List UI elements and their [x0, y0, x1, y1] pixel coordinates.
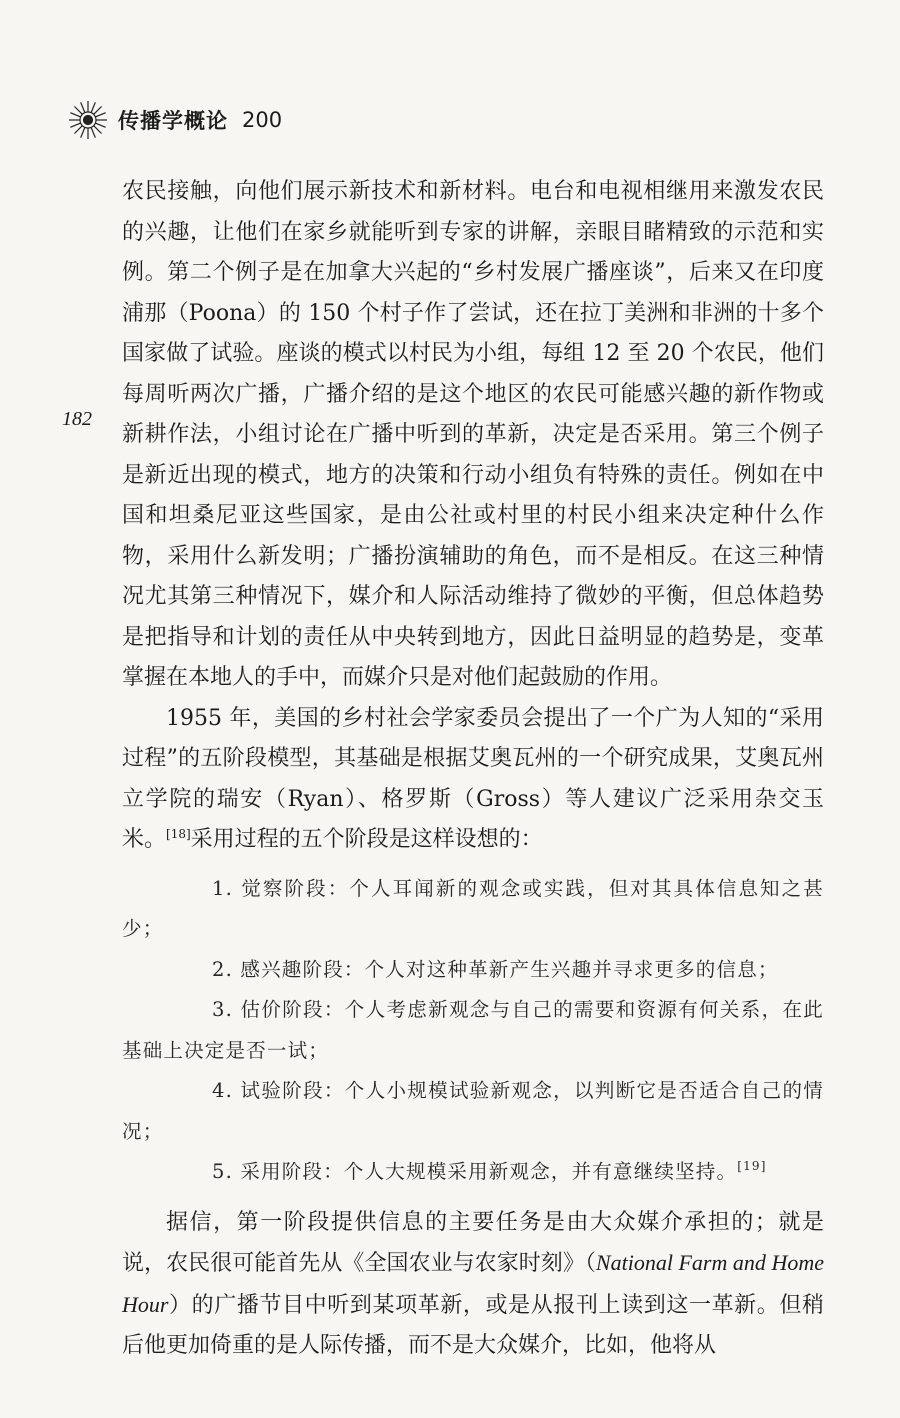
paragraph-3-part2: ）的广播节目中听到某项革新，或是从报刊上读到这一革新。但稍后他更加倚重的是人际传播，而不是大众媒介，比如，他将从	[122, 1292, 824, 1358]
list-item: 1. 觉察阶段：个人耳闻新的观念或实践，但对其具体信息知之甚少；	[122, 876, 824, 940]
paragraph-3-part1: 据信，第一阶段提供信息的主要任务是由大众媒介承担的；就是说，农民很可能首先从《全国农业与农家时刻》（	[122, 1209, 824, 1276]
paragraph-2	[122, 699, 824, 861]
margin-page-reference: 182	[62, 408, 92, 430]
paragraph-3	[122, 1203, 824, 1367]
footnote-ref-18: [18]	[166, 827, 191, 841]
footnote-ref-19: [19]	[737, 1159, 767, 1173]
body-text	[122, 172, 824, 1367]
paragraph-1: 农民接触，向他们展示新技术和新材料。电台和电视相继用来激发农民的兴趣，让他们在家乡就能听到专家的讲解，亲眼目睹精致的示范和实例。第二个例子是在加拿大兴起的“乡村发展广播座谈”，后来又在印度浦那（Poona）的 150 个村子作了尝试，还在拉丁美洲和非洲的十多个国家做了试验。座谈的模式以村民为小组，每组 12 至 20 个农民，他们每周听两次广播，广播介绍的是这个地区的农民可能感兴趣的新作物或新耕作法，小组讨论在广播中听到的革新，决定是否采用。第三个例子是新近出现的模式，地方的决策和行动小组负有特殊的责任。例如在中国和坦桑尼亚这些国家，是由公社或村里的村民小组来决定种什么作物，采用什么新发明；广播扮演辅助的角色，而不是相反。在这三种情况尤其第三种情况下，媒介和人际活动维持了微妙的平衡，但总体趋势是把指导和计划的责任从中央转到地方，因此日益明显的趋势是，变革掌握在本地人的手中，而媒介只是对他们起鼓励的作用。	[122, 179, 824, 690]
running-header	[68, 98, 282, 142]
sunburst-ornament-icon	[68, 100, 108, 140]
book-title: 传播学概论	[118, 109, 228, 133]
list-item: 3. 估价阶段：个人考虑新观念与自己的需要和资源有何关系，在此基础上决定是否一试；	[122, 998, 824, 1062]
paragraph-2-tail: 采用过程的五个阶段是这样设想的：	[190, 827, 543, 852]
list-item: 2. 感兴趣阶段：个人对这种革新产生兴趣并寻求更多的信息；	[212, 957, 779, 981]
page-number: 200	[242, 108, 283, 132]
program-title-english: National Farm and Home Hour	[122, 1250, 824, 1317]
list-item: 4. 试验阶段：个人小规模试验新观念，以判断它是否适合自己的情况；	[122, 1079, 824, 1143]
adoption-stages-list	[122, 869, 824, 1193]
list-item: 5. 采用阶段：个人大规模采用新观念，并有意继续坚持。[19]	[212, 1159, 767, 1183]
paragraph-2-text: 1955 年，美国的乡村社会学家委员会提出了一个广为人知的“采用过程”的五阶段模型，其基础是根据艾奥瓦州的一个研究成果，艾奥瓦州立学院的瑞安（Ryan）、格罗斯（Gross）等人建议广泛采用杂交玉米。	[122, 705, 824, 852]
